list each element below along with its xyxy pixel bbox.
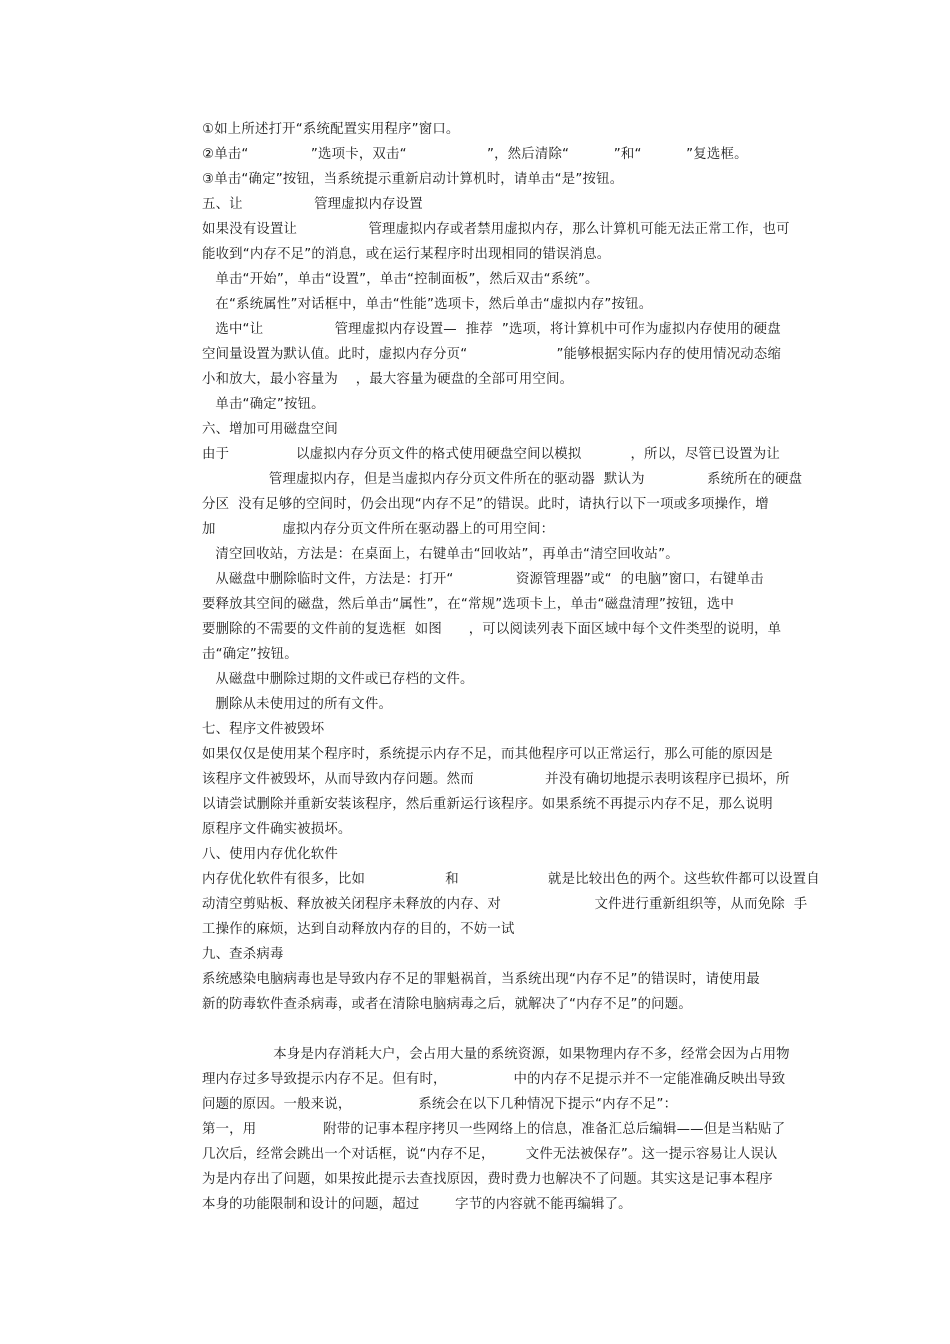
text-line: 以请尝试删除并重新安装该程序，然后重新运行该程序。如果系统不再提示内存不足，那么说明 <box>202 797 773 812</box>
text-line: 该程序文件被毁坏，从而导致内存问题。然而 并没有确切地提示表明该程序已损坏，所 <box>202 772 790 787</box>
text-line: 原程序文件确实被损坏。 <box>202 822 352 837</box>
text-line: 击“确定”按钮。 <box>202 647 298 662</box>
text-line: 从磁盘中删除临时文件，方法是：打开“ 资源管理器”或“ 的电脑”窗口，右键单击 <box>202 572 764 587</box>
section-heading-8: 八、使用内存优化软件 <box>202 847 338 862</box>
text-line: 本身是内存消耗大户，会占用大量的系统资源，如果物理内存不多，经常会因为占用物 <box>202 1047 790 1062</box>
text-line: 清空回收站，方法是：在桌面上，右键单击“回收站”，再单击“清空回收站”。 <box>202 547 679 562</box>
section-heading-6: 六、增加可用磁盘空间 <box>202 422 338 437</box>
text-line: 本身的功能限制和设计的问题，超过 字节的内容就不能再编辑了。 <box>202 1197 632 1212</box>
text-line: 要删除的不需要的文件前的复选框 如图 ，可以阅读列表下面区域中每个文件类型的说明，单 <box>202 622 782 637</box>
text-line: 问题的原因。一般来说， 系统会在以下几种情况下提示“内存不足”： <box>202 1097 678 1112</box>
text-line: 删除从未使用过的所有文件。 <box>202 697 393 712</box>
section-heading-7: 七、程序文件被毁坏 <box>202 722 325 737</box>
text-line: 系统感染电脑病毒也是导致内存不足的罪魁祸首，当系统出现“内存不足”的错误时，请使用最 <box>202 972 760 987</box>
text-line: 管理虚拟内存，但是当虚拟内存分页文件所在的驱动器 默认为 系统所在的硬盘 <box>202 472 803 487</box>
section-heading-5: 五、让 管理虚拟内存设置 <box>202 197 423 212</box>
text-line: 几次后，经常会跳出一个对话框，说“内存不足， 文件无法被保存”。这一提示容易让人误认 <box>202 1147 778 1162</box>
section-heading-9: 九、查杀病毒 <box>202 947 284 962</box>
text-line: 新的防毒软件查杀病毒，或者在清除电脑病毒之后，就解决了“内存不足”的问题。 <box>202 997 692 1012</box>
text-line: 加 虚拟内存分页文件所在驱动器上的可用空间： <box>202 522 555 537</box>
text-line: ③单击“确定”按钮，当系统提示重新启动计算机时，请单击“是”按钮。 <box>202 172 624 187</box>
text-line: 空间量设置为默认值。此时，虚拟内存分页“ ”能够根据实际内存的使用情况动态缩 <box>202 347 782 362</box>
text-line: 如果仅仅是使用某个程序时，系统提示内存不足，而其他程序可以正常运行，那么可能的原因是 <box>202 747 773 762</box>
text-line: 内存优化软件有很多，比如 和 就是比较出色的两个。这些软件都可以设置自 <box>202 872 820 887</box>
text-line: 从磁盘中删除过期的文件或已存档的文件。 <box>202 672 474 687</box>
text-line: 如果没有设置让 管理虚拟内存或者禁用虚拟内存，那么计算机可能无法正常工作，也可 <box>202 222 790 237</box>
text-line: ①如上所述打开“系统配置实用程序”窗口。 <box>202 122 460 137</box>
text-line: 单击“开始”，单击“设置”，单击“控制面板”，然后双击“系统”。 <box>202 272 599 287</box>
text-line: 理内存过多导致提示内存不足。但有时， 中的内存不足提示并不一定能准确反映出导致 <box>202 1072 786 1087</box>
text-line: 分区 没有足够的空间时，仍会出现“内存不足”的错误。此时，请执行以下一项或多项操作，增 <box>202 497 769 512</box>
text-line: 动清空剪贴板、释放被关闭程序未释放的内存、对 文件进行重新组织等，从而免除 手 <box>202 897 808 912</box>
text-line: 小和放大，最小容量为 ，最大容量为硬盘的全部可用空间。 <box>202 372 574 387</box>
text-line: 能收到“内存不足”的消息，或在运行某程序时出现相同的错误消息。 <box>202 247 611 262</box>
text-line: 在“系统属性”对话框中，单击“性能”选项卡，然后单击“虚拟内存”按钮。 <box>202 297 653 312</box>
text-line: ②单击“ ”选项卡，双击“ ”，然后清除“ ”和“ ”复选框。 <box>202 147 748 162</box>
text-line: 由于 以虚拟内存分页文件的格式使用硬盘空间以模拟 ，所以，尽管已设置为让 <box>202 447 780 462</box>
text-line: 要释放其空间的磁盘，然后单击“属性”，在“常规”选项卡上，单击“磁盘清理”按钮，选中 <box>202 597 735 612</box>
text-line: 为是内存出了问题，如果按此提示去查找原因，费时费力也解决不了问题。其实这是记事本程序 <box>202 1172 773 1187</box>
text-line: 工操作的麻烦，达到自动释放内存的目的，不妨一试 <box>202 922 515 937</box>
text-line: 单击“确定”按钮。 <box>202 397 325 412</box>
text-line: 第一，用 附带的记事本程序拷贝一些网络上的信息，准备汇总后编辑——但是当粘贴了 <box>202 1122 786 1137</box>
text-line: 选中“让 管理虚拟内存设置— 推荐 ”选项，将计算机中可作为虚拟内存使用的硬盘 <box>202 322 781 337</box>
